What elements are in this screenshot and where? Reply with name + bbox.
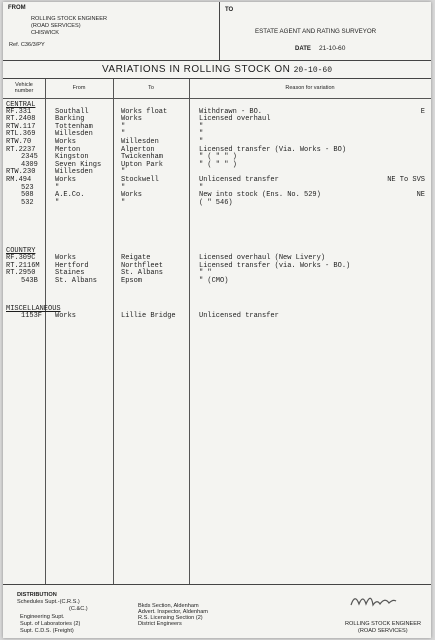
reason-cell: Licensed overhaul (New Livery)	[199, 254, 326, 262]
from-label: FROM	[8, 5, 26, 11]
vehicle-number-cell: RT.2237	[6, 145, 36, 154]
to-cell: Epsom	[121, 276, 143, 285]
from-line-2: (ROAD SERVICES)	[31, 23, 81, 29]
note-cell: NE	[416, 191, 425, 200]
section-heading: COUNTRY	[6, 247, 36, 256]
to-cell: Northfleet	[121, 261, 164, 270]
signature	[349, 591, 399, 614]
from-cell: Works	[55, 138, 77, 146]
from-cell: Works	[55, 254, 77, 262]
variations-table	[3, 78, 431, 585]
col-divider-2	[113, 79, 114, 584]
to-cell: Works float	[121, 107, 168, 116]
reference: Ref. C36/3/PY	[9, 42, 45, 48]
header-divider	[219, 2, 220, 60]
distribution-line-2: (C.&C.)	[69, 606, 88, 612]
to-cell: "	[121, 168, 126, 177]
distribution-mid-1: Bkds Section, Aldenham	[138, 603, 199, 609]
note-cell: NE To SVS	[387, 176, 425, 184]
note-cell: E	[420, 107, 425, 116]
footer	[3, 585, 431, 638]
from-cell: Hertford	[55, 261, 89, 270]
reason-cell: Licensed transfer (via. Works - BO.)	[199, 261, 351, 270]
to-cell: Lillie Bridge	[121, 312, 176, 320]
vehicle-number-cell: RTW.230	[6, 168, 36, 177]
to-cell: St. Albans	[121, 269, 164, 278]
from-cell: Barking	[55, 115, 85, 124]
distribution-line-3: Engineering Supt.	[20, 614, 65, 620]
to-cell: Works	[121, 115, 143, 124]
from-line-3: CHISWICK	[31, 30, 59, 36]
reason-cell: Licensed transfer (Via. Works - BO)	[199, 145, 347, 154]
vehicle-number-cell: 508	[21, 191, 34, 200]
to-cell: "	[121, 122, 126, 131]
distribution-label: DISTRIBUTION	[17, 592, 57, 598]
reason-cell: Unlicensed transfer	[199, 176, 279, 184]
vehicle-number-cell: 543B	[21, 276, 38, 285]
date-label: DATE	[295, 46, 311, 52]
to-cell: Stockwell	[121, 176, 159, 184]
sign-line-1: ROLLING STOCK ENGINEER	[345, 621, 422, 627]
reason-cell: "	[199, 122, 204, 131]
distribution-mid-2: Advert. Inspector, Aldenham	[138, 609, 208, 615]
from-cell: Kingston	[55, 153, 89, 162]
to-cell: Twickenham	[121, 153, 164, 162]
distribution-line-5: Supt. C.D.S. (Freight)	[20, 628, 74, 634]
vehicle-number-cell: 523	[21, 183, 34, 192]
title-text: VARIATIONS IN ROLLING STOCK ON	[101, 64, 291, 75]
header-rule	[3, 98, 431, 99]
from-cell: "	[55, 183, 60, 192]
vehicle-number-cell: RTW.70	[6, 138, 32, 146]
distribution-line-1: Schedules Supt.-(C.R.S.)	[17, 599, 80, 605]
signature-scribble	[349, 591, 399, 611]
reason-cell: "	[199, 183, 204, 192]
to-label: TO	[225, 7, 234, 13]
distribution-line-4: Supt. of Laboratories (2)	[20, 621, 81, 627]
from-cell: Tottenham	[55, 122, 93, 131]
vehicle-number-cell: RF.331	[6, 107, 32, 116]
vehicle-number-cell: RTW.117	[6, 122, 36, 131]
reason-cell: Licensed overhaul	[199, 115, 271, 124]
vehicle-number-cell: RF.309C	[6, 254, 36, 262]
to-cell: "	[121, 198, 126, 207]
distribution-mid-3: R.S. Licensing Section (2)	[138, 615, 203, 621]
sign-line-2: (ROAD SERVICES)	[358, 628, 408, 634]
vehicle-number-cell: RM.494	[6, 176, 32, 184]
reason-cell: " ( " " )	[199, 160, 237, 169]
reason-cell: Withdrawn - BO.	[199, 107, 263, 116]
vehicle-number-cell: RT.2116M	[6, 261, 40, 270]
reason-cell: "	[199, 138, 204, 146]
from-cell: Merton	[55, 145, 81, 154]
from-cell: "	[55, 198, 60, 207]
to-cell: "	[121, 130, 126, 139]
col-divider-3	[189, 79, 190, 584]
col-header-reason: Reason for variation	[285, 85, 335, 91]
from-cell: Willesden	[55, 130, 93, 139]
variation-sheet	[3, 2, 431, 638]
vehicle-number-cell: 1153F	[21, 312, 43, 320]
vehicle-number-cell: RTL.369	[6, 130, 36, 139]
section-heading: MISCELLANEOUS	[6, 305, 61, 314]
from-line-1: ROLLING STOCK ENGINEER	[31, 16, 108, 22]
reason-cell: " "	[199, 269, 212, 278]
page-title	[3, 64, 431, 75]
from-cell: A.E.Co.	[55, 191, 85, 200]
reason-cell: " (CMO)	[199, 276, 229, 285]
distribution-mid-4: District Engineers	[138, 621, 182, 627]
vehicle-number-cell: 2345	[21, 153, 38, 162]
to-cell: "	[121, 183, 126, 192]
from-cell: St. Albans	[55, 276, 98, 285]
date-value: 21-10-60	[319, 45, 346, 52]
from-cell: Works	[55, 312, 77, 320]
reason-cell: New into stock (Ens. No. 529)	[199, 191, 321, 200]
to-cell: Upton Park	[121, 160, 164, 169]
from-cell: Works	[55, 176, 77, 184]
col-header-from: From	[72, 85, 86, 91]
title-date: 20-10-60	[293, 66, 333, 75]
to-cell: Willesden	[121, 138, 159, 146]
from-cell: Staines	[55, 269, 85, 278]
vehicle-number-cell: 532	[21, 198, 34, 207]
from-cell: Willesden	[55, 168, 93, 177]
col-divider-1	[45, 79, 46, 584]
section-heading: CENTRAL	[6, 101, 36, 109]
col-header-vehicle: Vehicle number	[14, 82, 34, 94]
to-line: ESTATE AGENT AND RATING SURVEYOR	[255, 28, 377, 35]
reason-cell: Unlicensed transfer	[199, 312, 279, 320]
to-cell: Works	[121, 191, 143, 200]
header-block	[3, 2, 431, 61]
reason-cell: " ( " " )	[199, 153, 237, 162]
vehicle-number-cell: RT.2408	[6, 115, 36, 124]
vehicle-number-cell: 4309	[21, 160, 38, 169]
to-cell: Alperton	[121, 145, 155, 154]
from-cell: Seven Kings	[55, 160, 102, 169]
reason-cell: "	[199, 130, 204, 139]
to-cell: Reigate	[121, 254, 151, 262]
vehicle-number-cell: RT.2950	[6, 269, 36, 278]
col-header-to: To	[148, 85, 154, 91]
reason-cell: ( " 546)	[199, 198, 233, 207]
from-cell: Southall	[55, 107, 89, 116]
